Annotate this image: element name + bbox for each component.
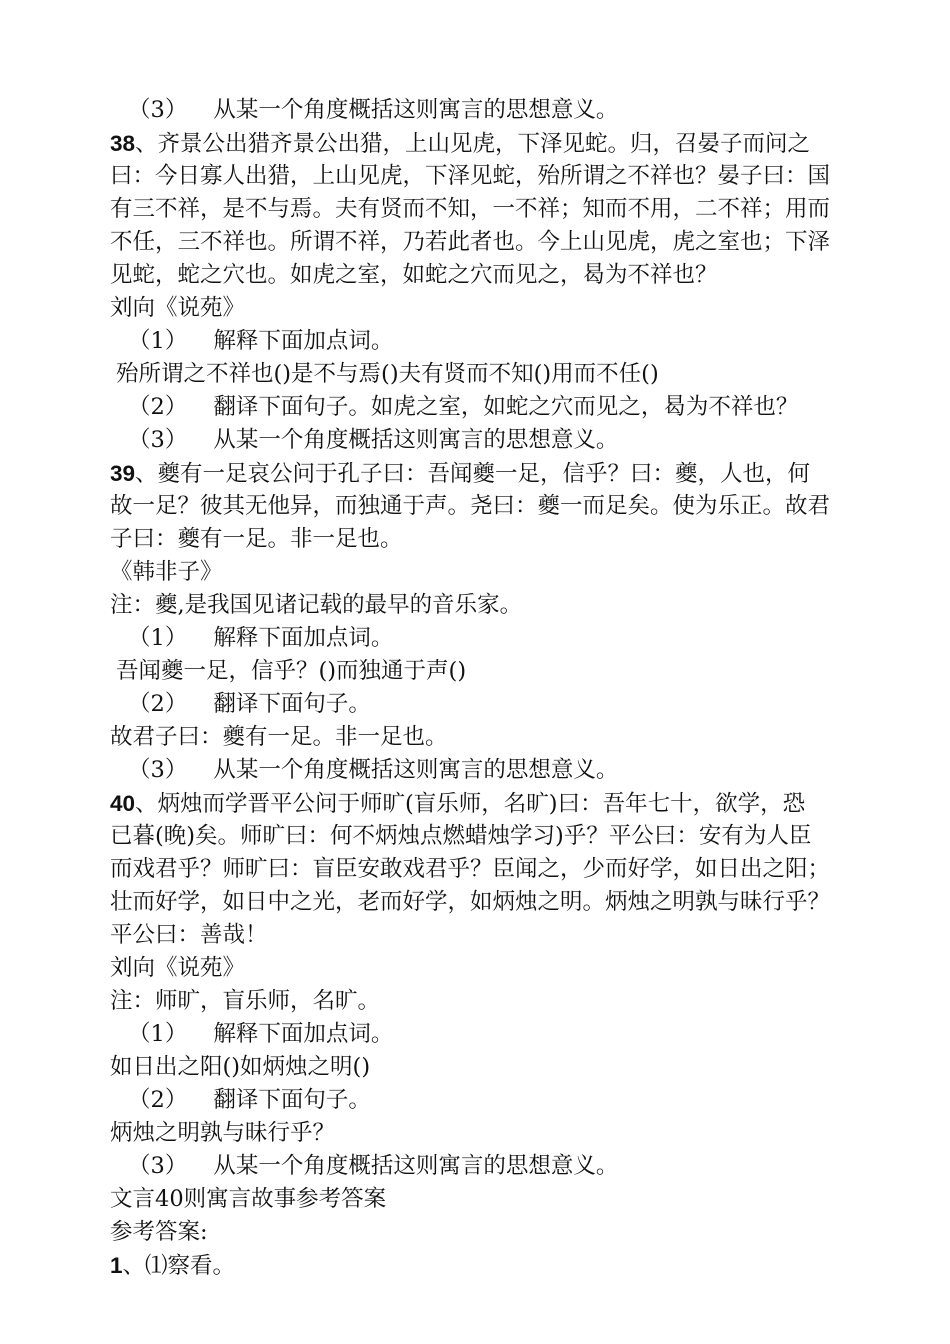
story-40-text-line: 而戏君乎？师旷曰：盲臣安敢戏君乎？臣闻之，少而好学，如日出之阳； <box>110 856 831 882</box>
story-40-text-line: 平公曰：善哉！ <box>110 922 268 948</box>
story-39-text-line: 子曰：夔有一足。非一足也。 <box>110 526 403 552</box>
answer-1: 1、⑴察看。 <box>110 1253 236 1279</box>
story-38-text-line: 见蛇，蛇之穴也。如虎之室，如蛇之穴而见之，曷为不祥也？ <box>110 262 718 288</box>
story-40-text-line: 已暮(晚)矣。师旷曰：何不炳烛点燃蜡烛学习)乎？平公曰：安有为人臣 <box>110 823 812 849</box>
story-39-source: 《韩非子》 <box>110 559 223 585</box>
story-38-source: 刘向《说苑》 <box>110 295 246 321</box>
question-3-prompt: （3） 从某一个角度概括这则寓言的思想意义。 <box>128 1153 619 1179</box>
story-40-source: 刘向《说苑》 <box>110 955 246 981</box>
question-1-items: 吾闻夔一足，信乎？()而独通于声() <box>116 658 467 684</box>
story-39-text-line: 故一足？彼其无他异，而独通于声。尧曰：夔一而足矣。使为乐正。故君 <box>110 493 831 519</box>
story-40-note: 注：师旷，盲乐师，名旷。 <box>110 988 381 1014</box>
story-38-title-line: 38、齐景公出猎齐景公出猎，上山见虎，下泽见蛇。归，召晏子而问之 <box>110 131 811 157</box>
question-1-items: 如日出之阳()如炳烛之明() <box>110 1054 371 1080</box>
question-1-prompt: （1） 解释下面加点词。 <box>128 625 394 651</box>
question-2-sentence: 炳烛之明孰与昧行乎？ <box>110 1120 336 1146</box>
story-38-text-line: 不任，三不祥也。所谓不祥，乃若此者也。今上山见虎，虎之室也；下泽 <box>110 229 831 255</box>
story-40-text-line: 壮而好学，如日中之光，老而好学，如炳烛之明。炳烛之明孰与昧行乎？ <box>110 889 831 915</box>
answers-subheading: 参考答案: <box>110 1219 208 1245</box>
story-38-text-line: 曰：今日寡人出猎，上山见虎，下泽见蛇，殆所谓之不祥也？晏子曰：国 <box>110 163 831 189</box>
story-38-text-line: 有三不祥，是不与焉。夫有贤而不知，一不祥；知而不用，二不祥；用而 <box>110 196 831 222</box>
question-3-prompt: （3） 从某一个角度概括这则寓言的思想意义。 <box>128 97 619 123</box>
question-1-items: 殆所谓之不祥也()是不与焉()夫有贤而不知()用而不任() <box>116 361 659 387</box>
question-2-prompt: （2） 翻译下面句子。 <box>128 1087 371 1113</box>
story-39-note: 注：夔,是我国见诸记载的最早的音乐家。 <box>110 592 523 618</box>
story-39-title-line: 39、夔有一足哀公问于孔子曰：吾闻夔一足，信乎？曰：夔，人也，何 <box>110 461 811 487</box>
question-1-prompt: （1） 解释下面加点词。 <box>128 1021 394 1047</box>
question-3-prompt: （3） 从某一个角度概括这则寓言的思想意义。 <box>128 427 619 453</box>
question-2-prompt: （2） 翻译下面句子。如虎之室，如蛇之穴而见之，曷为不祥也？ <box>128 394 799 420</box>
question-1-prompt: （1） 解释下面加点词。 <box>128 328 394 354</box>
question-2-prompt: （2） 翻译下面句子。 <box>128 691 371 717</box>
story-40-title-line: 40、炳烛而学晋平公问于师旷(盲乐师，名旷)曰：吾年七十，欲学，恐 <box>110 791 806 817</box>
question-2-sentence: 故君子曰：夔有一足。非一足也。 <box>110 724 448 750</box>
answers-heading: 文言40则寓言故事参考答案 <box>110 1186 387 1212</box>
question-3-prompt: （3） 从某一个角度概括这则寓言的思想意义。 <box>128 757 619 783</box>
